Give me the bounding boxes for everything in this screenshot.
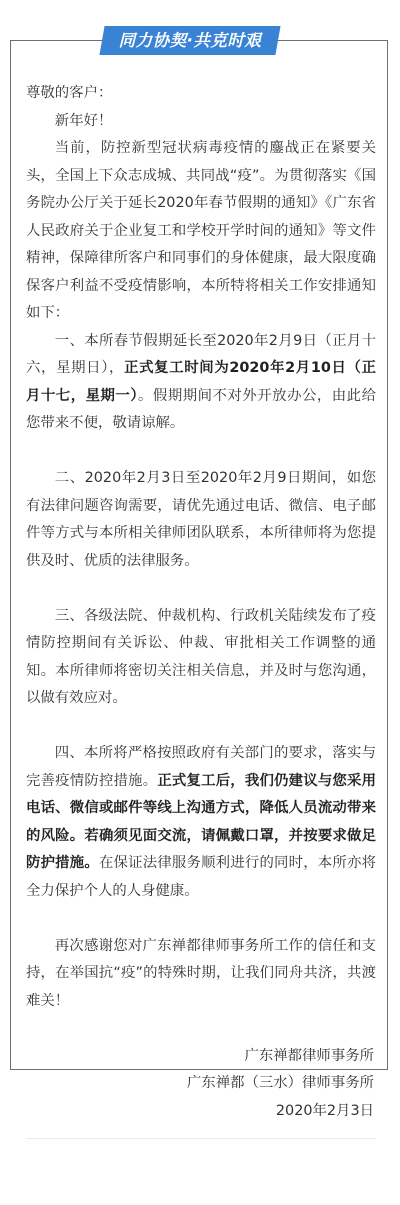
item-1-text-a: 一、本所春节假期延长至2020年2月9日（正月十六，星期日）， [26,332,376,376]
item-1-paragraph [26,328,376,438]
salutation: 尊敬的客户： [26,85,113,101]
greeting: 新年好！ [54,112,113,129]
signature-date: 2020年2月3日 [275,1102,374,1119]
item-4-emphasis: 正式复工后，我们仍建议与您采用电话、微信或邮件等线上沟通方式，降低人员流动带来的风险。若确须见面交流，请佩戴口罩，并按要求做足防护措施。 [26,772,376,871]
item-3-paragraph: 三、各级法院、仲裁机构、行政机关陆续发布了疫情防控期间有关诉讼、仲裁、审批相关工作调整的通知。本所律师将密切关注相关信息，并及时与您沟通，以做有效应对。 [26,607,376,706]
item-4-paragraph [26,740,376,905]
signature-firm-2: 广东禅都（三水）律师事务所 [186,1075,374,1091]
closing-paragraph: 再次感谢您对广东禅都律师事务所工作的信任和支持，在举国抗“疫”的特殊时期，让我们同舟共济，共渡难关！ [26,937,376,1009]
notice-body [26,80,376,1125]
banner-title: 同力协契·共克时艰 [118,31,262,50]
item-4-text-c: 在保证法律服务顺利进行的同时，本所亦将全力保护个人的人身健康。 [26,855,376,899]
item-1-emphasis: 正式复工时间为2020年2月10日（正月十七，星期一） [26,360,376,404]
divider [26,1138,376,1139]
item-4-text-a: 四、本所将严格按照政府有关部门的要求，落实与完善疫情防控措施。 [26,745,376,789]
signature-firm-1: 广东禅都律师事务所 [244,1047,374,1064]
item-2-paragraph: 二、2020年2月3日至2020年2月9日期间，如您有法律问题咨询需要，请优先通过电话、微信、电子邮件等方式与本所相关律师团队联系，本所律师将为您提供及时、优质的法律服务。 [26,470,376,569]
intro-paragraph: 当前，防控新型冠状病毒疫情的鏖战正在紧要关头，全国上下众志成城、共同战“疫”。为贯彻落实《国务院办公厅关于延长2020年春节假期的通知》《广东省人民政府关于企业复工和学校开学时间的通知》等文件精神，保障律所客户和同事们的身体健康，最大限度确保客户利益不受疫情影响，本所特将相关工作安排通知如下： [26,140,376,321]
item-1-text-c: 。假期期间不对外开放办公，由此给您带来不便，敬请谅解。 [26,387,376,431]
